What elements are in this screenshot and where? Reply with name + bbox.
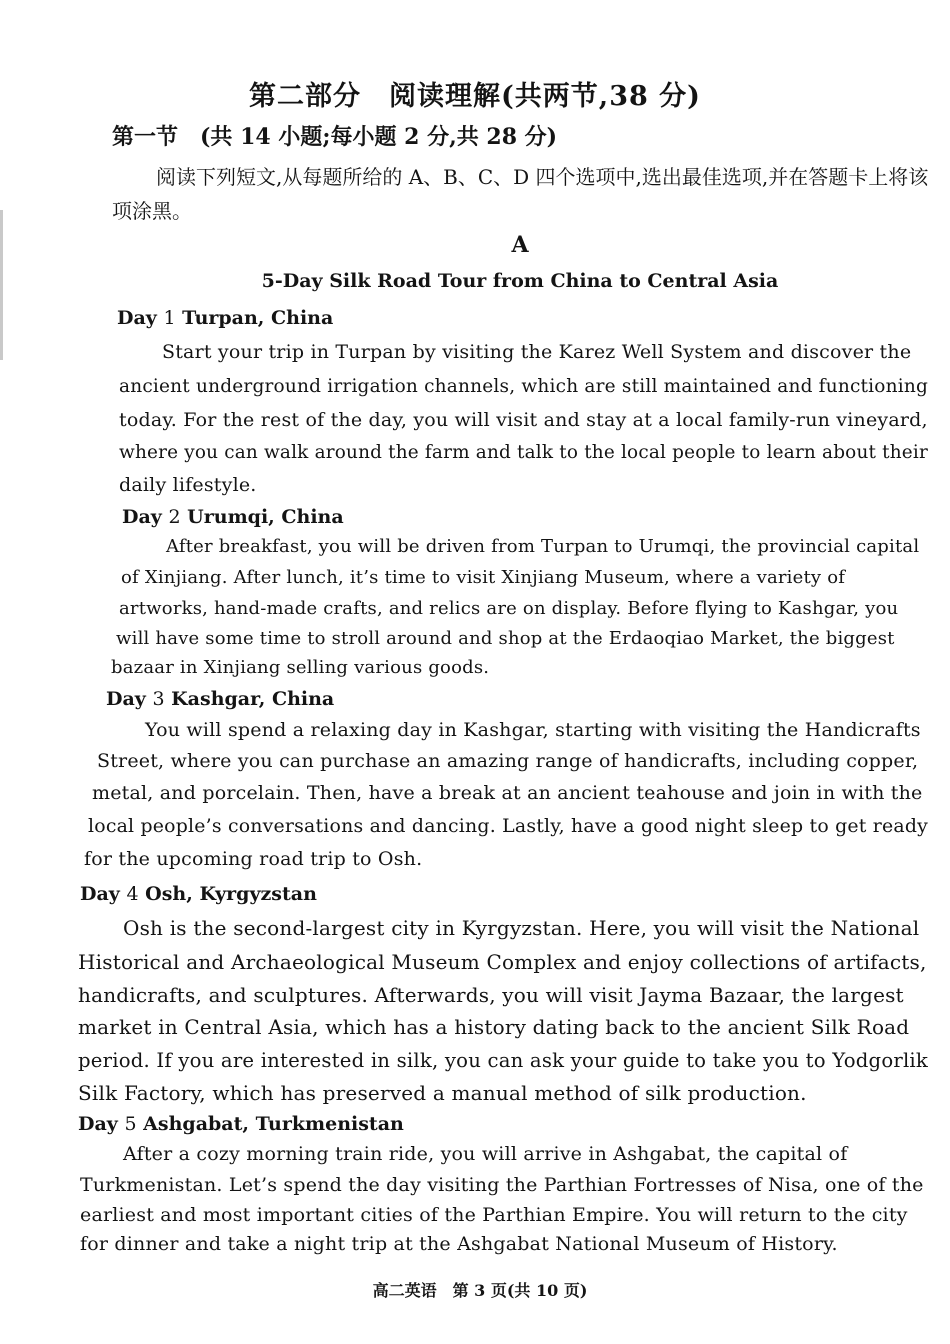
text-line: bazaar in Xinjiang selling various goods. xyxy=(111,657,490,678)
day-place: Kashgar, China xyxy=(171,688,335,710)
day-number: 2 xyxy=(168,506,181,528)
text-line: earliest and most important cities of the Parthian Empire. You will return to the city xyxy=(80,1204,908,1226)
passage-title: 5-Day Silk Road Tour from China to Central Asia xyxy=(261,270,779,292)
text-line: of Xinjiang. After lunch, it’s time to visit Xinjiang Museum, where a variety of xyxy=(121,567,846,588)
text-line: Historical and Archaeological Museum Complex and enjoy collections of artifacts, xyxy=(78,950,927,974)
day-place: Ashgabat, Turkmenistan xyxy=(143,1113,404,1135)
day-heading xyxy=(117,307,333,329)
text-line: ancient underground irrigation channels, which are still maintained and functioning xyxy=(119,375,929,397)
day-heading xyxy=(106,688,334,710)
text-line: period. If you are interested in silk, you can ask your guide to take you to Yodgorlik xyxy=(78,1048,929,1072)
passage-letter: A xyxy=(511,232,529,258)
text-line: handicrafts, and sculptures. Afterwards, you will visit Jayma Bazaar, the largest xyxy=(78,983,904,1007)
text-line: artworks, hand-made crafts, and relics are on display. Before flying to Kashgar, you xyxy=(119,598,899,619)
text-line: where you can walk around the farm and talk to the local people to learn about their xyxy=(119,441,928,463)
text-line: After a cozy morning train ride, you will arrive in Ashgabat, the capital of xyxy=(123,1143,848,1165)
section-title: 第一节 (共 14 小题;每小题 2 分,共 28 分) xyxy=(112,124,558,150)
text-line: Osh is the second-largest city in Kyrgyzstan. Here, you will visit the National xyxy=(123,916,920,940)
day-number: 1 xyxy=(163,307,176,329)
text-line: After breakfast, you will be driven from Turpan to Urumqi, the provincial capital xyxy=(166,536,920,557)
page-footer: 高二英语 第 3 页(共 10 页) xyxy=(372,1281,588,1300)
text-line: Turkmenistan. Let’s spend the day visiting the Parthian Fortresses of Nisa, one of the xyxy=(80,1174,924,1196)
text-line: Silk Factory, which has preserved a manual method of silk production. xyxy=(78,1081,807,1105)
text-line: for the upcoming road trip to Osh. xyxy=(84,848,423,870)
day-heading xyxy=(78,1113,404,1135)
text-line: local people’s conversations and dancing. Lastly, have a good night sleep to get ready xyxy=(88,815,929,837)
text-line: today. For the rest of the day, you will visit and stay at a local family-run vineyard, xyxy=(119,409,928,431)
text-line: You will spend a relaxing day in Kashgar, starting with visiting the Handicrafts xyxy=(145,719,921,741)
instructions: 阅读下列短文,从每题所给的 A、B、C、D 四个选项中,选出最佳选项,并在答题卡上将该项涂黑。 xyxy=(112,165,929,223)
day-number: 3 xyxy=(152,688,165,710)
day-heading xyxy=(122,506,344,528)
day-place: Turpan, China xyxy=(182,307,334,329)
day-place: Urumqi, China xyxy=(187,506,344,528)
text-line: Street, where you can purchase an amazing range of handicrafts, including copper, xyxy=(97,750,919,772)
day-label: Day xyxy=(106,688,146,710)
text-line: metal, and porcelain. Then, have a break at an ancient teahouse and join in with the xyxy=(92,782,923,804)
day-label: Day xyxy=(80,883,120,905)
day-label: Day xyxy=(122,506,162,528)
day-number: 4 xyxy=(126,883,139,905)
text-line: will have some time to stroll around and shop at the Erdaoqiao Market, the biggest xyxy=(116,628,895,649)
part-title: 第二部分 阅读理解(共两节,38 分) xyxy=(249,81,701,112)
day-place: Osh, Kyrgyzstan xyxy=(145,883,317,905)
day-number: 5 xyxy=(124,1113,137,1135)
day-heading xyxy=(80,883,317,905)
text-line: daily lifestyle. xyxy=(119,474,257,496)
day-label: Day xyxy=(78,1113,118,1135)
text-line: market in Central Asia, which has a history dating back to the ancient Silk Road xyxy=(78,1015,910,1039)
text-line: Start your trip in Turpan by visiting the Karez Well System and discover the xyxy=(162,341,912,363)
day-label: Day xyxy=(117,307,157,329)
text-line: for dinner and take a night trip at the Ashgabat National Museum of History. xyxy=(80,1233,838,1255)
